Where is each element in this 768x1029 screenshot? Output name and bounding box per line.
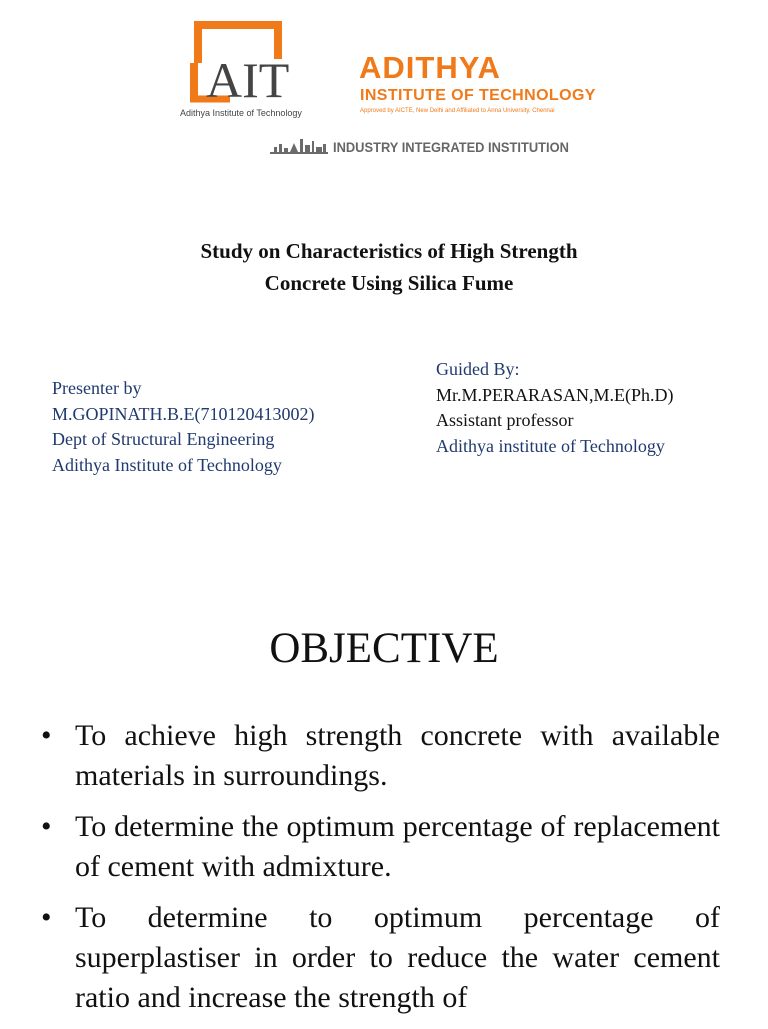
presentation-title <box>0 235 768 299</box>
presenter-institute: Adithya Institute of Technology <box>52 454 282 475</box>
objective-heading: OBJECTIVE <box>269 625 499 672</box>
guide-block <box>436 357 674 459</box>
list-item <box>38 898 720 1018</box>
objective-item-text: To determine to optimum percentage of superplastiser in order to reduce the water cement ratio and increase the strength of <box>75 901 720 1014</box>
industry-tagline-text: INDUSTRY INTEGRATED INSTITUTION <box>333 139 569 155</box>
objective-item-text: To determine the optimum percentage of replacement of cement with admixture. <box>75 810 720 883</box>
brand-subtitle: INSTITUTE OF TECHNOLOGY <box>360 87 596 104</box>
guide-label: Guided By: <box>436 359 520 379</box>
bullet-icon: • <box>41 810 52 843</box>
presenter-department: Dept of Structural Engineering <box>52 429 275 449</box>
list-item <box>38 807 720 887</box>
institution-logo <box>0 0 768 170</box>
presenter-label: Presenter by <box>52 378 142 398</box>
guide-institute: Adithya institute of Technology <box>436 435 665 456</box>
brand-name: ADITHYA <box>359 50 501 85</box>
title-line-2: Concrete Using Silica Fume <box>264 271 514 295</box>
brand-approval-text: Approved by AICTE, New Delhi and Affiliated to Anna University, Chennai <box>360 108 555 114</box>
presenter-name: M.GOPINATH.B.E(710120413002) <box>52 403 315 424</box>
guide-designation: Assistant professor <box>436 410 574 430</box>
ait-mark <box>180 19 326 119</box>
guide-name: Mr.M.PERARASAN,M.E(Ph.D) <box>436 384 674 405</box>
objective-list <box>38 716 720 1029</box>
presenter-block <box>52 376 315 478</box>
objective-item-text: To achieve high strength concrete with available materials in surroundings. <box>75 719 720 792</box>
list-item <box>38 716 720 796</box>
bullet-icon: • <box>41 901 52 934</box>
skyline-icon <box>270 135 328 157</box>
ait-mark-letters: AIT <box>206 52 290 108</box>
title-line-1: Study on Characteristics of High Strength <box>200 239 578 263</box>
bullet-icon: • <box>41 719 52 752</box>
ait-mark-caption: Adithya Institute of Technology <box>180 108 302 118</box>
